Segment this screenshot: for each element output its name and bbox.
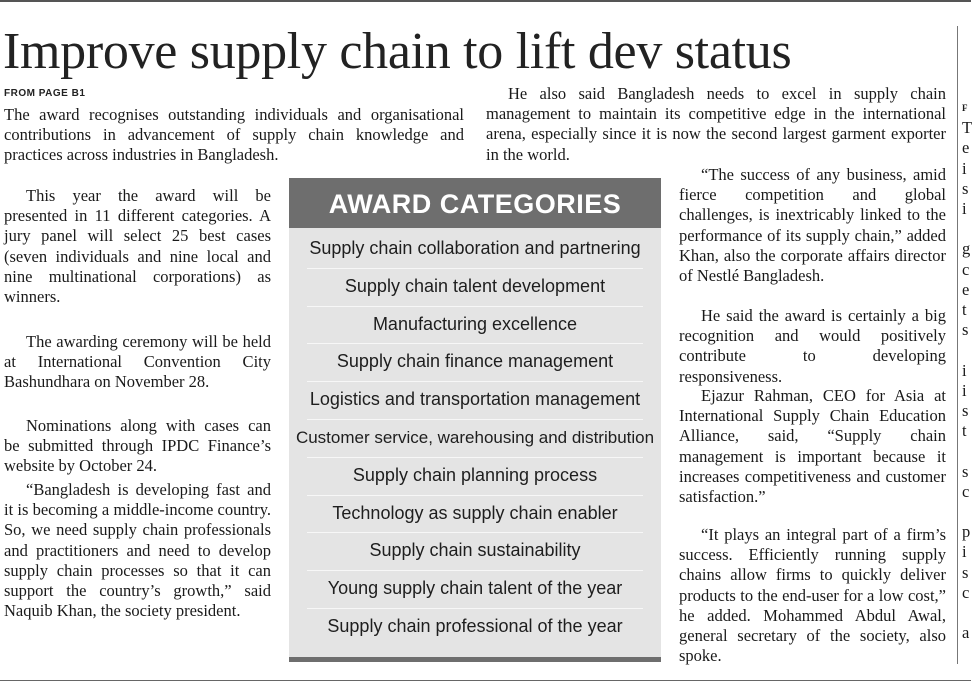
col3-para-success: “The success of any business, amid fierce competition and global challenges, is inextricably linked to the performance of its supply chain,” added Khan, also the corporate affairs director of Nestlé Bangladesh. (679, 165, 946, 286)
award-category-item: Logistics and transportation management (289, 381, 661, 419)
edge-letter: s (962, 461, 969, 481)
col1-para-categories: This year the award will be presented in 11 different categories. A jury panel will select 25 best cases (seven individuals and nine local and nine multinational corporations) as winners. (4, 186, 271, 307)
award-box-bottom-bar (289, 657, 661, 662)
edge-letter: i (962, 199, 967, 219)
award-category-item: Manufacturing excellence (289, 306, 661, 344)
award-categories-list (289, 230, 661, 646)
award-category-item: Technology as supply chain enabler (289, 495, 661, 533)
edge-letter: g (962, 239, 971, 259)
edge-letter (962, 603, 971, 623)
award-category-item: Supply chain finance management (289, 343, 661, 381)
edge-letter: p (962, 522, 971, 542)
edge-letter: e (962, 138, 970, 158)
award-categories-box (289, 178, 661, 662)
col1-para-ceremony: The awarding ceremony will be held at International Convention City Bashundhara on November 28. (4, 332, 271, 392)
col3-para-integral: “It plays an integral part of a firm’s success. Efficiently running supply chains allow firms to quickly deliver products to the end-user for a low cost,” he added. Mohammed Abdul Awal, general secretary of the society, also spoke. (679, 525, 946, 666)
award-category-item: Supply chain collaboration and partnering (309, 238, 641, 258)
award-category-item: Supply chain professional of the year (289, 608, 661, 646)
adjacent-column-edge (962, 98, 971, 643)
col1-para-nominations: Nominations along with cases can be submitted through IPDC Finance’s website by October 24. (4, 416, 271, 476)
award-category-item: Supply chain sustainability (289, 532, 661, 570)
edge-letter: e (962, 279, 970, 299)
col1-para-quote: “Bangladesh is developing fast and it is becoming a middle-income country. So, we need supply chain professionals and practitioners and need to develop supply chain processes so that it can support the country’s growth,” said Naquib Khan, the society president. (4, 480, 271, 621)
award-category-item: Customer service, warehousing and distribution (289, 419, 661, 457)
edge-letter: T (962, 118, 972, 138)
edge-letter: c (962, 481, 970, 501)
col3-para-rahman: Ejazur Rahman, CEO for Asia at International Supply Chain Education Alliance, said, “Supply chain management is important because it increases competitiveness and customer satisfaction.” (679, 386, 946, 507)
edge-letter: t (962, 300, 967, 320)
edge-letter: i (962, 360, 967, 380)
top-rule (0, 0, 971, 2)
edge-letter: s (962, 401, 969, 421)
edge-letter: F (962, 103, 968, 113)
edge-letter: i (962, 380, 967, 400)
edge-letter: c (962, 582, 970, 602)
headline: Improve supply chain to lift dev status (3, 23, 792, 80)
edge-letter: s (962, 320, 969, 340)
edge-letter (962, 340, 971, 360)
edge-letter: i (962, 542, 967, 562)
edge-letter: t (962, 421, 967, 441)
edge-letter: s (962, 562, 969, 582)
award-category-item: Supply chain planning process (289, 457, 661, 495)
bottom-rule (0, 680, 971, 681)
edge-letter (962, 502, 971, 522)
edge-letter: s (962, 178, 969, 198)
edge-letter (962, 219, 971, 239)
col1-para-intro: The award recognises outstanding individuals and organisational contributions in advancement of supply chain knowledge and practices across industries in Bangladesh. (4, 105, 464, 165)
from-page-label: FROM PAGE B1 (4, 88, 86, 99)
award-category-item: Young supply chain talent of the year (289, 570, 661, 608)
col2-para-edge: He also said Bangladesh needs to excel in supply chain management to maintain its competitive edge in the international arena, especially since it is now the second largest garment exporter in the world. (486, 84, 946, 164)
edge-letter: a (962, 623, 970, 643)
col3-para-recognition: He said the award is certainly a big recognition and would positively contribute to developing responsiveness. (679, 306, 946, 386)
edge-letter: c (962, 259, 970, 279)
edge-letter (962, 441, 971, 461)
award-categories-title: AWARD CATEGORIES (289, 178, 661, 228)
award-category-item: Supply chain talent development (289, 268, 661, 306)
column-divider (957, 26, 958, 664)
edge-letter: i (962, 158, 967, 178)
